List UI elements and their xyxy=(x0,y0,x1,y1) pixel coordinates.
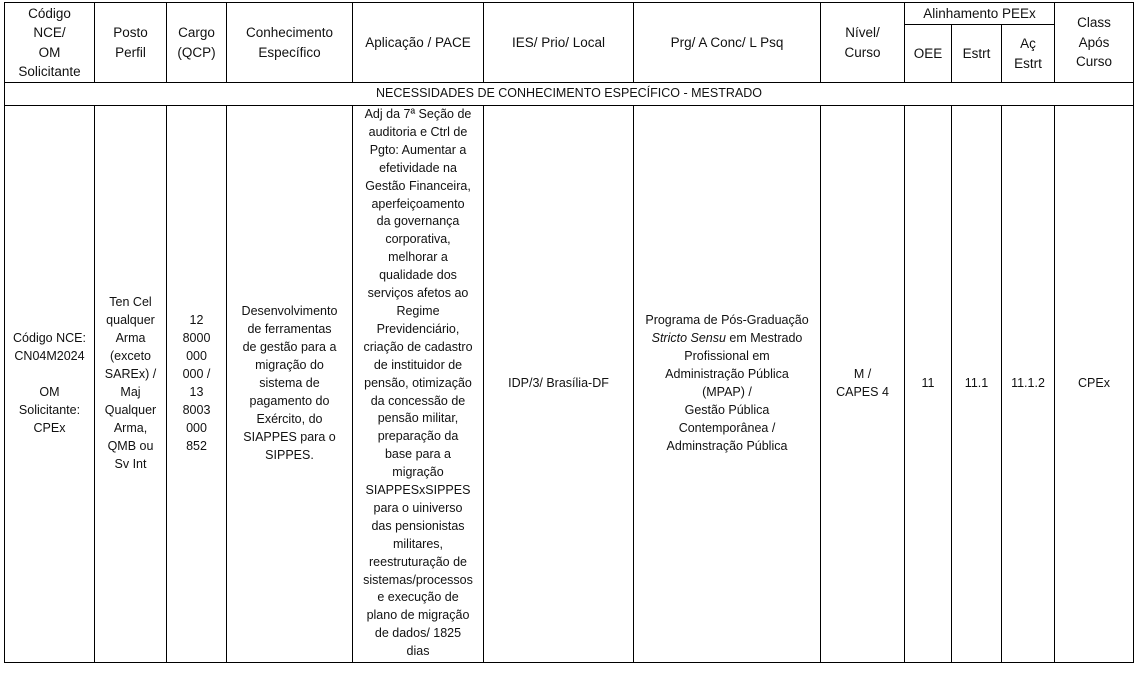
posto-line: SAREx) / xyxy=(104,367,157,382)
pace-line: da concessão de xyxy=(370,393,466,408)
pace-line: Regime xyxy=(396,303,440,318)
conhecimento-line: de gestão para a xyxy=(242,340,337,355)
pace-line: criação de cadastro xyxy=(363,339,473,354)
header-class-l3: Curso xyxy=(1075,54,1112,70)
conhecimento-line: Exército, do xyxy=(256,411,323,426)
cell-class: CPEx xyxy=(1055,106,1134,663)
pace-line: auditoria e Ctrl de xyxy=(368,124,468,139)
posto-line: Maj xyxy=(120,385,141,399)
cell-nivel xyxy=(821,106,905,663)
pace-line: dias xyxy=(406,644,430,659)
cell-oee: 11 xyxy=(905,106,952,663)
section-title: NECESSIDADES DE CONHECIMENTO ESPECÍFICO - MESTRADO xyxy=(5,83,1134,106)
cargo-line: 000 / xyxy=(182,367,211,382)
conhecimento-line: de ferramentas xyxy=(247,322,332,337)
om-line-1: OM xyxy=(39,385,60,400)
pace-line: aperfeiçoamento xyxy=(371,196,465,211)
header-posto-l1: Posto xyxy=(113,25,148,40)
header-cargo-l2: (QCP) xyxy=(177,44,216,60)
prg-after-italic: em Mestrado xyxy=(725,331,803,346)
posto-line: Ten Cel xyxy=(109,295,152,310)
header-codigo xyxy=(5,3,95,83)
codigo-line-2: CN04M2024 xyxy=(14,349,85,364)
conhecimento-line: migração do xyxy=(255,358,324,373)
header-nivel xyxy=(821,3,905,83)
header-ac-estrt-l2: Estrt xyxy=(1014,55,1042,71)
cell-codigo xyxy=(5,106,95,663)
pace-line: da governança xyxy=(376,214,460,229)
cell-prg xyxy=(634,106,821,663)
posto-line: Arma, xyxy=(113,420,148,435)
pace-line: para o uiniverso xyxy=(373,500,463,515)
pace-line: das pensionistas xyxy=(371,518,465,533)
header-aplicacao: Aplicação / PACE xyxy=(353,3,484,83)
cell-estrt: 11.1 xyxy=(952,106,1002,663)
pace-line: Adj da 7ª Seção de xyxy=(364,107,472,121)
table-row xyxy=(5,106,1134,663)
prg-line: Adminstração Pública xyxy=(666,438,788,453)
prg-line: Programa de Pós-Graduação xyxy=(645,313,809,328)
posto-line: QMB ou xyxy=(107,438,154,453)
posto-line: (exceto xyxy=(110,349,151,364)
pace-line: sistemas/processos xyxy=(363,572,473,587)
conhecimento-line: Desenvolvimento xyxy=(241,304,338,319)
prg-line-stricto xyxy=(636,330,818,348)
header-posto xyxy=(95,3,167,83)
prg-italic: Stricto Sensu xyxy=(651,331,726,346)
pace-line: reestruturação de xyxy=(369,554,467,569)
header-codigo-l1: Código xyxy=(28,5,71,21)
header-nivel-l2: Curso xyxy=(844,44,881,60)
header-prg: Prg/ A Conc/ L Psq xyxy=(634,3,821,83)
prg-line: Administração Pública xyxy=(665,367,789,382)
header-conhecimento xyxy=(227,3,353,83)
cell-posto xyxy=(95,106,167,663)
header-codigo-l4: Solicitante xyxy=(18,64,81,79)
document-table xyxy=(4,2,1134,663)
header-conhecimento-l2: Específico xyxy=(258,44,321,60)
header-class-l2: Após xyxy=(1078,34,1110,50)
header-ac-estrt-l1: Aç xyxy=(1020,36,1036,51)
cargo-line: 000 xyxy=(186,349,207,364)
pace-line: Gestão Financeira, xyxy=(365,178,471,193)
cell-aplicacao-pace xyxy=(353,106,484,663)
header-ac-estrt xyxy=(1002,25,1055,83)
conhecimento-line: pagamento do xyxy=(249,393,330,408)
cargo-line: 000 xyxy=(186,420,207,435)
cell-conhecimento xyxy=(227,106,353,663)
pace-line: qualidade dos xyxy=(379,268,457,283)
header-posto-l2: Perfil xyxy=(115,44,146,60)
pace-line: efetividade na xyxy=(379,160,457,175)
header-estrt: Estrt xyxy=(952,25,1002,83)
cell-ies: IDP/3/ Brasília-DF xyxy=(484,106,634,663)
posto-line: Arma xyxy=(115,331,146,346)
cell-cargo xyxy=(167,106,227,663)
header-codigo-l2: NCE/ xyxy=(33,25,66,40)
header-oee: OEE xyxy=(905,25,952,83)
codigo-line-1: Código NCE: xyxy=(13,331,86,346)
pace-line: preparação da xyxy=(377,429,459,444)
prg-line: Contemporânea / xyxy=(678,420,776,435)
pace-line: militares, xyxy=(392,536,443,551)
prg-line: Profissional em xyxy=(684,349,770,364)
pace-line: e execução de xyxy=(377,590,459,605)
header-codigo-l3: OM xyxy=(38,44,61,60)
nivel-line: M / xyxy=(853,367,872,382)
header-class xyxy=(1055,3,1134,83)
pace-line: serviços afetos ao xyxy=(367,286,469,301)
pace-line: melhorar a xyxy=(388,250,448,265)
pace-line: plano de migração xyxy=(366,608,470,623)
pace-line: Pgto: Aumentar a xyxy=(369,142,467,157)
pace-line: SIAPPESxSIPPES xyxy=(365,483,471,498)
header-alinhamento: Alinhamento PEEx xyxy=(905,3,1055,25)
conhecimento-line: sistema de xyxy=(259,376,320,391)
cargo-line: 852 xyxy=(186,438,207,453)
prg-line: (MPAP) / xyxy=(702,385,752,399)
cargo-line: 12 xyxy=(189,313,204,328)
pace-line: pensão, otimização xyxy=(364,375,472,390)
pace-line: de instituidor de xyxy=(373,357,463,372)
nivel-line: CAPES 4 xyxy=(836,385,889,399)
header-cargo xyxy=(167,3,227,83)
header-nivel-l1: Nível/ xyxy=(845,25,880,40)
header-class-l1: Class xyxy=(1077,15,1111,31)
cargo-line: 13 xyxy=(189,385,204,399)
pace-line: de dados/ 1825 xyxy=(374,626,462,641)
header-conhecimento-l1: Conhecimento xyxy=(245,25,334,40)
header-cargo-l1: Cargo xyxy=(178,25,215,40)
pace-line: migração xyxy=(392,465,444,480)
pace-line: base para a xyxy=(384,447,452,462)
cargo-line: 8000 xyxy=(182,331,211,346)
pace-line: pensão militar, xyxy=(377,411,459,426)
om-line-3: CPEx xyxy=(33,420,66,435)
header-ies: IES/ Prio/ Local xyxy=(484,3,634,83)
pace-line: corporativa, xyxy=(385,232,451,247)
pace-line: Previdenciário, xyxy=(376,321,460,336)
cell-ac-estrt: 11.1.2 xyxy=(1002,106,1055,663)
posto-line: Sv Int xyxy=(114,456,147,471)
prg-line: Gestão Pública xyxy=(684,402,770,417)
cargo-line: 8003 xyxy=(182,402,211,417)
conhecimento-line: SIAPPES para o xyxy=(243,429,336,444)
posto-line: Qualquer xyxy=(104,402,157,417)
om-line-2: Solicitante: xyxy=(18,402,81,417)
posto-line: qualquer xyxy=(106,313,155,328)
conhecimento-line: SIPPES. xyxy=(265,447,314,462)
